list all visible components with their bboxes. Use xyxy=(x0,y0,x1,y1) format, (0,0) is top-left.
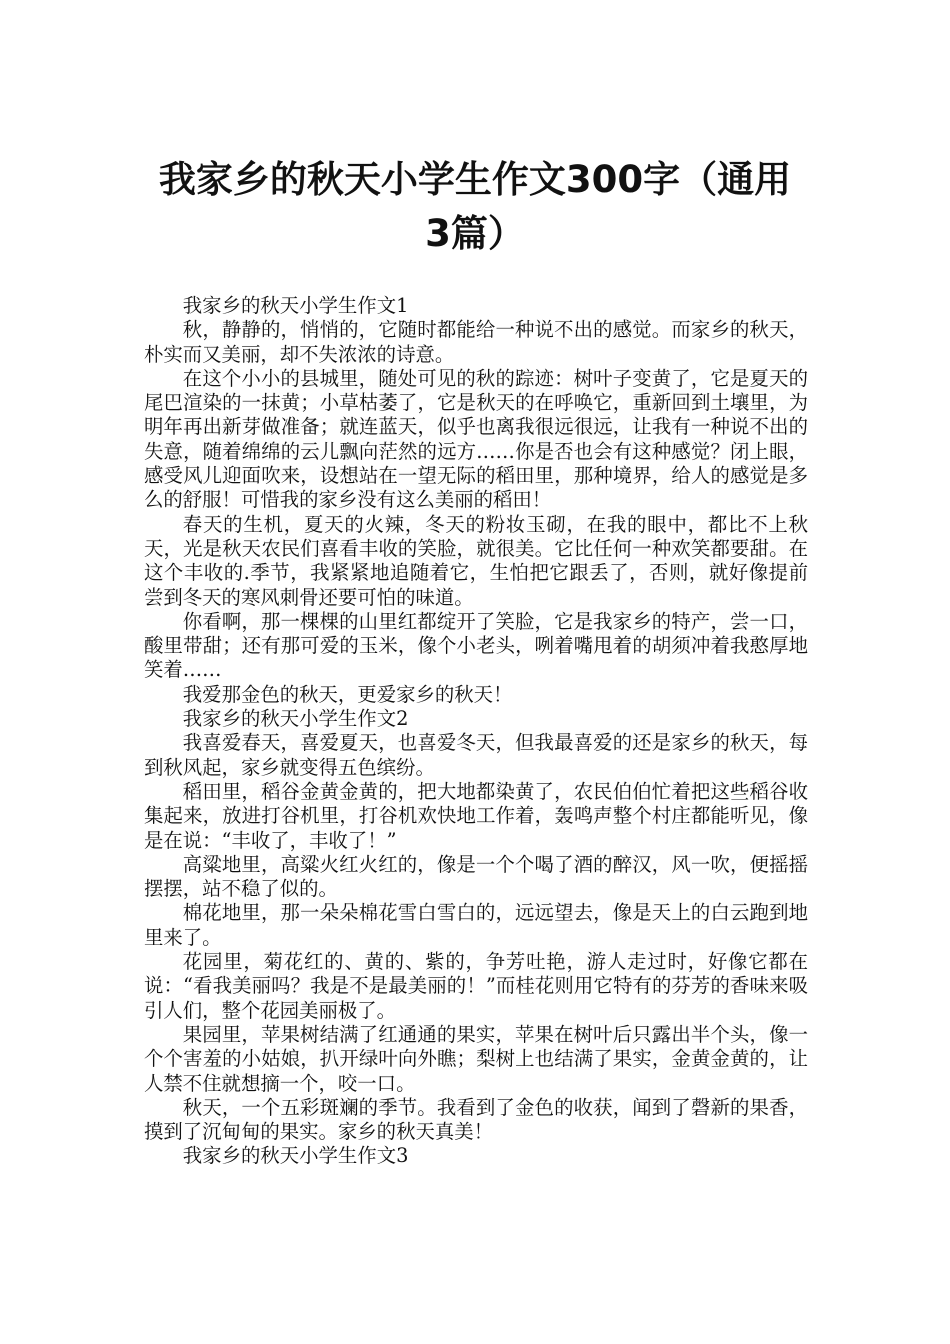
paragraph: 花园里，菊花红的、黄的、紫的，争芳吐艳，游人走过时，好像它都在说：“看我美丽吗？我是不是最美丽的！”而桂花则用它特有的芬芳的香味来吸引人们，整个花园美丽极了。 xyxy=(144,950,808,1022)
title-line-1: 我家乡的秋天小学生作文300字（通用 xyxy=(158,157,792,201)
paragraph: 棉花地里，那一朵朵棉花雪白雪白的，远远望去，像是天上的白云跑到地里来了。 xyxy=(144,901,808,949)
paragraph: 稻田里，稻谷金黄金黄的，把大地都染黄了，农民伯伯忙着把这些稻谷收集起来，放进打谷机里，打谷机欢快地工作着，轰鸣声整个村庄都能听见，像是在说：“丰收了，丰收了！” xyxy=(144,779,808,852)
title-line-2: 3篇） xyxy=(425,211,525,255)
paragraph: 春天的生机，夏天的火辣，冬天的粉妆玉砌，在我的眼中，都比不上秋天，光是秋天农民们喜看丰收的笑脸，就很美。它比任何一种欢笑都要甜。在这个丰收的.季节，我紧紧地追随着它，生怕把它跟丢了，否则，就好像提前尝到冬天的寒风刺骨还要可怕的味道。 xyxy=(144,512,808,609)
paragraph: 在这个小小的县城里，随处可见的秋的踪迹：树叶子变黄了，它是夏天的尾巴渲染的一抹黄；小草枯萎了，它是秋天的在呼唤它，重新回到土壤里，为明年再出新芽做准备；就连蓝天，似乎也离我很远很远，让我有一种说不出的失意，随着绵绵的云儿飘向茫然的远方……你是否也会有这种感觉？闭上眼，感受风儿迎面吹来，设想站在一望无际的稻田里，那种境界，给人的感觉是多么的舒服！可惜我的家乡没有这么美丽的稻田！ xyxy=(144,366,808,512)
paragraph: 秋天，一个五彩斑斓的季节。我看到了金色的收获，闻到了磬新的果香，摸到了沉甸甸的果实。家乡的秋天真美！ xyxy=(144,1095,808,1144)
section-heading-1: 我家乡的秋天小学生作文1 xyxy=(182,294,409,317)
paragraph: 秋，静静的，悄悄的，它随时都能给一种说不出的感觉。而家乡的秋天，朴实而又美丽，却不失浓浓的诗意。 xyxy=(144,318,808,366)
document-title xyxy=(110,153,840,261)
section-heading-3: 我家乡的秋天小学生作文3 xyxy=(182,1144,409,1168)
paragraph: 高粱地里，高粱火红火红的，像是一个个喝了酒的醉汉，风一吹，便摇摇摆摆，站不稳了似的。 xyxy=(144,852,808,901)
document-body xyxy=(144,294,808,1169)
section-heading-2: 我家乡的秋天小学生作文2 xyxy=(182,707,409,731)
paragraph: 我喜爱春天，喜爱夏天，也喜爱冬天，但我最喜爱的还是家乡的秋天，每到秋风起，家乡就变得五色缤纷。 xyxy=(144,731,808,779)
paragraph: 我爱那金色的秋天，更爱家乡的秋天！ xyxy=(182,682,513,706)
paragraph: 你看啊，那一棵棵的山里红都绽开了笑脸，它是我家乡的特产，尝一口，酸里带甜；还有那可爱的玉米，像个小老头，咧着嘴甩着的胡须冲着我憨厚地笑着…… xyxy=(144,609,808,682)
paragraph: 果园里，苹果树结满了红通通的果实，苹果在树叶后只露出半个头，像一个个害羞的小姑娘，扒开绿叶向外瞧；梨树上也结满了果实，金黄金黄的，让人禁不住就想摘一个，咬一口。 xyxy=(144,1022,808,1095)
